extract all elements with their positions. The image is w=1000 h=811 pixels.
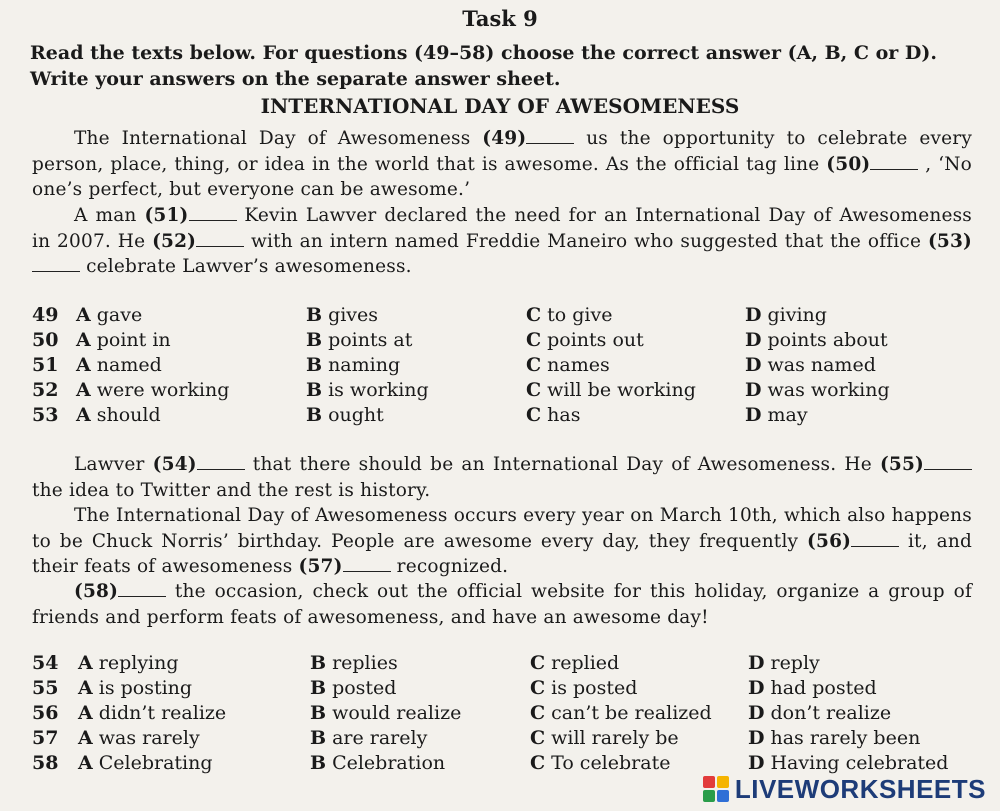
logo-icon [703, 776, 729, 802]
question-ref: (58) [74, 581, 119, 602]
question-ref: (49) [482, 128, 527, 149]
task-title: Task 9 [462, 6, 538, 31]
liveworksheets-logo [703, 773, 986, 805]
option-a[interactable]: A were working [76, 379, 230, 401]
option-c[interactable]: C replied [530, 652, 620, 674]
option-d[interactable]: D had posted [748, 677, 877, 699]
answer-blank[interactable] [526, 127, 574, 144]
option-d[interactable]: D may [745, 404, 808, 426]
question-ref: (53) [927, 230, 972, 252]
answer-blank[interactable] [32, 255, 80, 272]
instructions: Read the texts below. For questions (49–58) choose the correct answer (A, B, C or D). Write your answers on the separate answer sheet. [30, 42, 937, 90]
question-ref: (52) [152, 230, 197, 252]
question-ref: (57) [298, 556, 343, 577]
answer-blank[interactable] [851, 530, 899, 547]
option-c[interactable]: C has [526, 404, 581, 426]
option-d[interactable]: D was named [745, 354, 876, 376]
paragraph-1: The International Day of Awesomeness (49) us the opportunity to celebrate every person, place, thing, or idea in the world that is awesome. As the official tag line (50) , ‘No one’s perfect, but everyone can be awesome.’ [32, 128, 972, 200]
option-a[interactable]: A didn’t realize [78, 702, 227, 724]
question-number: 57 [32, 727, 59, 749]
question-number: 54 [32, 652, 59, 674]
document-title: INTERNATIONAL DAY OF AWESOMENESS [260, 94, 740, 118]
answer-blank[interactable] [343, 555, 391, 572]
options-block-2 [32, 652, 972, 777]
option-b[interactable]: B posted [310, 677, 397, 699]
question-number: 53 [32, 404, 59, 426]
option-b[interactable]: B ought [306, 404, 384, 426]
option-d[interactable]: D Having celebrated [748, 752, 949, 774]
option-b[interactable]: B replies [310, 652, 398, 674]
question-ref: (54) [152, 454, 197, 475]
option-a[interactable]: A Celebrating [78, 752, 213, 774]
option-a[interactable]: A gave [76, 304, 143, 326]
option-d[interactable]: D reply [748, 652, 820, 674]
question-row [32, 652, 972, 677]
answer-blank[interactable] [924, 453, 972, 470]
options-block-1 [32, 304, 972, 429]
question-ref: (50) [826, 153, 871, 175]
option-d[interactable]: D points about [745, 329, 888, 351]
option-b[interactable]: B gives [306, 304, 379, 326]
answer-blank[interactable] [870, 153, 918, 170]
option-c[interactable]: C points out [526, 329, 644, 351]
question-row [32, 304, 972, 329]
answer-blank[interactable] [189, 204, 237, 221]
question-number: 56 [32, 702, 59, 724]
question-ref: (51) [144, 205, 189, 226]
option-a[interactable]: A is posting [78, 677, 193, 699]
answer-blank[interactable] [196, 230, 244, 247]
question-row [32, 404, 972, 429]
option-b[interactable]: B is working [306, 379, 429, 401]
option-c[interactable]: C can’t be realized [530, 702, 712, 724]
option-b[interactable]: B points at [306, 329, 413, 351]
option-a[interactable]: A should [76, 404, 161, 426]
logo-text: LIVEWORKSHEETS [734, 773, 986, 804]
option-c[interactable]: C to give [526, 304, 613, 326]
option-a[interactable]: A replying [78, 652, 179, 674]
option-d[interactable]: D has rarely been [748, 727, 921, 749]
option-c[interactable]: C is posted [530, 677, 638, 699]
question-row [32, 379, 972, 404]
question-number: 49 [32, 304, 59, 326]
paragraph-4: The International Day of Awesomeness occurs every year on March 10th, which also happens to be Chuck Norris’ birthday. People are awesome every day, they frequently (56) it, and their feats of awesomeness (57) recognized. [32, 505, 972, 577]
option-a[interactable]: A named [76, 354, 162, 376]
question-ref: (55) [879, 454, 924, 475]
option-a[interactable]: A point in [76, 329, 171, 351]
question-ref: (56) [807, 530, 852, 552]
question-number: 55 [32, 677, 59, 699]
question-number: 52 [32, 379, 59, 401]
option-b[interactable]: B Celebration [310, 752, 446, 774]
paragraph-2: A man (51) Kevin Lawver declared the need for an International Day of Awesomeness in 2007. He (52) with an intern named Freddie Maneiro who suggested that the office (53) celebrate Lawver’s awesomeness. [32, 205, 973, 277]
question-row [32, 677, 972, 702]
option-d[interactable]: D giving [745, 304, 827, 326]
question-row [32, 727, 972, 752]
option-c[interactable]: C will be working [526, 379, 696, 401]
answer-blank[interactable] [197, 453, 245, 470]
option-b[interactable]: B are rarely [310, 727, 428, 749]
question-number: 58 [32, 752, 59, 774]
answer-blank[interactable] [118, 580, 166, 597]
option-c[interactable]: C will rarely be [530, 727, 679, 749]
option-a[interactable]: A was rarely [78, 727, 200, 749]
question-row [32, 354, 972, 379]
option-c[interactable]: C To celebrate [530, 752, 671, 774]
question-row [32, 329, 972, 354]
option-d[interactable]: D don’t realize [748, 702, 892, 724]
question-number: 50 [32, 329, 59, 351]
question-row [32, 702, 972, 727]
paragraph-3: Lawver (54) that there should be an International Day of Awesomeness. He (55) the idea to Twitter and the rest is history. [32, 452, 972, 503]
option-c[interactable]: C names [526, 354, 610, 376]
paragraph-5: (58) the occasion, check out the official website for this holiday, organize a group of friends and perform feats of awesomeness, and have an awesome day! [32, 581, 972, 628]
option-d[interactable]: D was working [745, 379, 890, 401]
option-b[interactable]: B naming [306, 354, 401, 376]
question-number: 51 [32, 354, 59, 376]
option-b[interactable]: B would realize [310, 702, 462, 724]
